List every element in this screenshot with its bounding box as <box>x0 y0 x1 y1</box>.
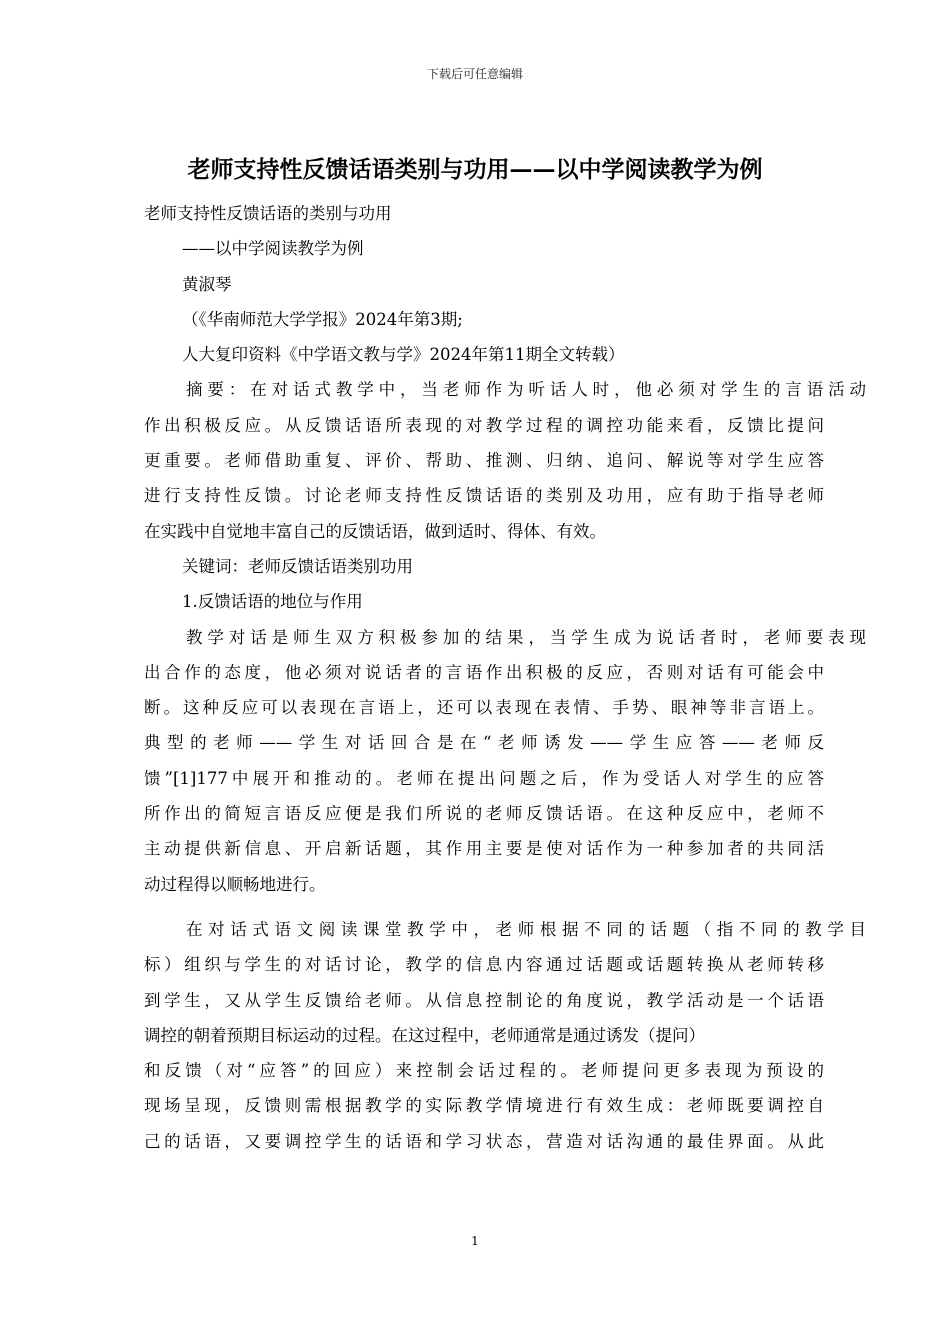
abstract-line: 作出积极反应。从反馈话语所表现的对教学过程的调控功能来看，反馈比提问 <box>144 415 824 435</box>
paragraph-line: 在对话式语文阅读课堂教学中，老师根据不同的话题（指不同的教学目 <box>186 919 866 939</box>
paragraph-gap <box>144 902 824 912</box>
paragraph-line: 现场呈现，反馈则需根据教学的实际教学情境进行有效生成：老师既要调控自 <box>144 1096 824 1116</box>
paragraph-line: 到学生，又从学生反馈给老师。从信息控制论的角度说，教学活动是一个话语 <box>144 990 824 1010</box>
abstract-line: 摘要：在对话式教学中，当老师作为听话人时，他必须对学生的言语活动 <box>186 380 866 400</box>
section-heading: 1.反馈话语的地位与作用 <box>182 592 363 612</box>
paragraph-line: 教学对话是师生双方积极参加的结果，当学生成为说话者时，老师要表现 <box>186 627 866 647</box>
paragraph-line: 所作出的简短言语反应便是我们所说的老师反馈话语。在这种反应中，老师不 <box>144 804 824 824</box>
paragraph-line: 己的话语，又要调控学生的话语和学习状态，营造对话沟通的最佳界面。从此 <box>144 1131 824 1151</box>
source-line-1: （《华南师范大学学报》2024年第3期; <box>182 309 463 329</box>
abstract-line: 更重要。老师借助重复、评价、帮助、推测、归纳、追问、解说等对学生应答 <box>144 451 824 471</box>
subtitle-dash-line: ——以中学阅读教学为例 <box>182 239 364 259</box>
paragraph-line: 典型的老师——学生对话回合是在“老师诱发——学生应答——老师反 <box>144 733 824 753</box>
abstract-line: 在实践中自觉地丰富自己的反馈话语，做到适时、得体、有效。 <box>144 521 606 541</box>
document-title: 老师支持性反馈话语类别与功用——以中学阅读教学为例 <box>187 156 763 183</box>
source-line-2: 人大复印资料《中学语文教与学》2024年第11期全文转载） <box>182 345 625 365</box>
keywords-line: 关键词：老师反馈话语类别功用 <box>182 556 413 576</box>
paragraph-line: 和反馈（对“应答”的回应）来控制会话过程的。老师提问更多表现为预设的 <box>144 1061 824 1081</box>
paragraph-line: 断。这种反应可以表现在言语上，还可以表现在表情、手势、眼神等非言语上。 <box>144 698 824 718</box>
paragraph-line: 调控的朝着预期目标运动的过程。在这过程中，老师通常是通过诱发（提问） <box>144 1025 705 1045</box>
paragraph-line: 出合作的态度，他必须对说话者的言语作出积极的反应，否则对话有可能会中 <box>144 662 824 682</box>
paragraph-line: 主动提供新信息、开启新话题，其作用主要是使对话作为一种参加者的共同活 <box>144 839 824 859</box>
subtitle-line: 老师支持性反馈话语的类别与功用 <box>144 204 392 223</box>
document-body <box>144 196 866 1159</box>
page-number: 1 <box>471 1234 479 1248</box>
paragraph-line: 标）组织与学生的对话讨论，教学的信息内容通过话题或话题转换从老师转移 <box>144 955 824 975</box>
abstract-line: 进行支持性反馈。讨论老师支持性反馈话语的类别及功用，应有助于指导老师 <box>144 486 824 506</box>
paragraph-line: 动过程得以顺畅地进行。 <box>144 874 326 894</box>
author-name: 黄淑琴 <box>182 274 232 294</box>
page-header-note: 下载后可任意编辑 <box>426 67 523 81</box>
paragraph-line: 馈”[1]177中展开和推动的。老师在提出问题之后，作为受话人对学生的应答 <box>144 768 824 788</box>
